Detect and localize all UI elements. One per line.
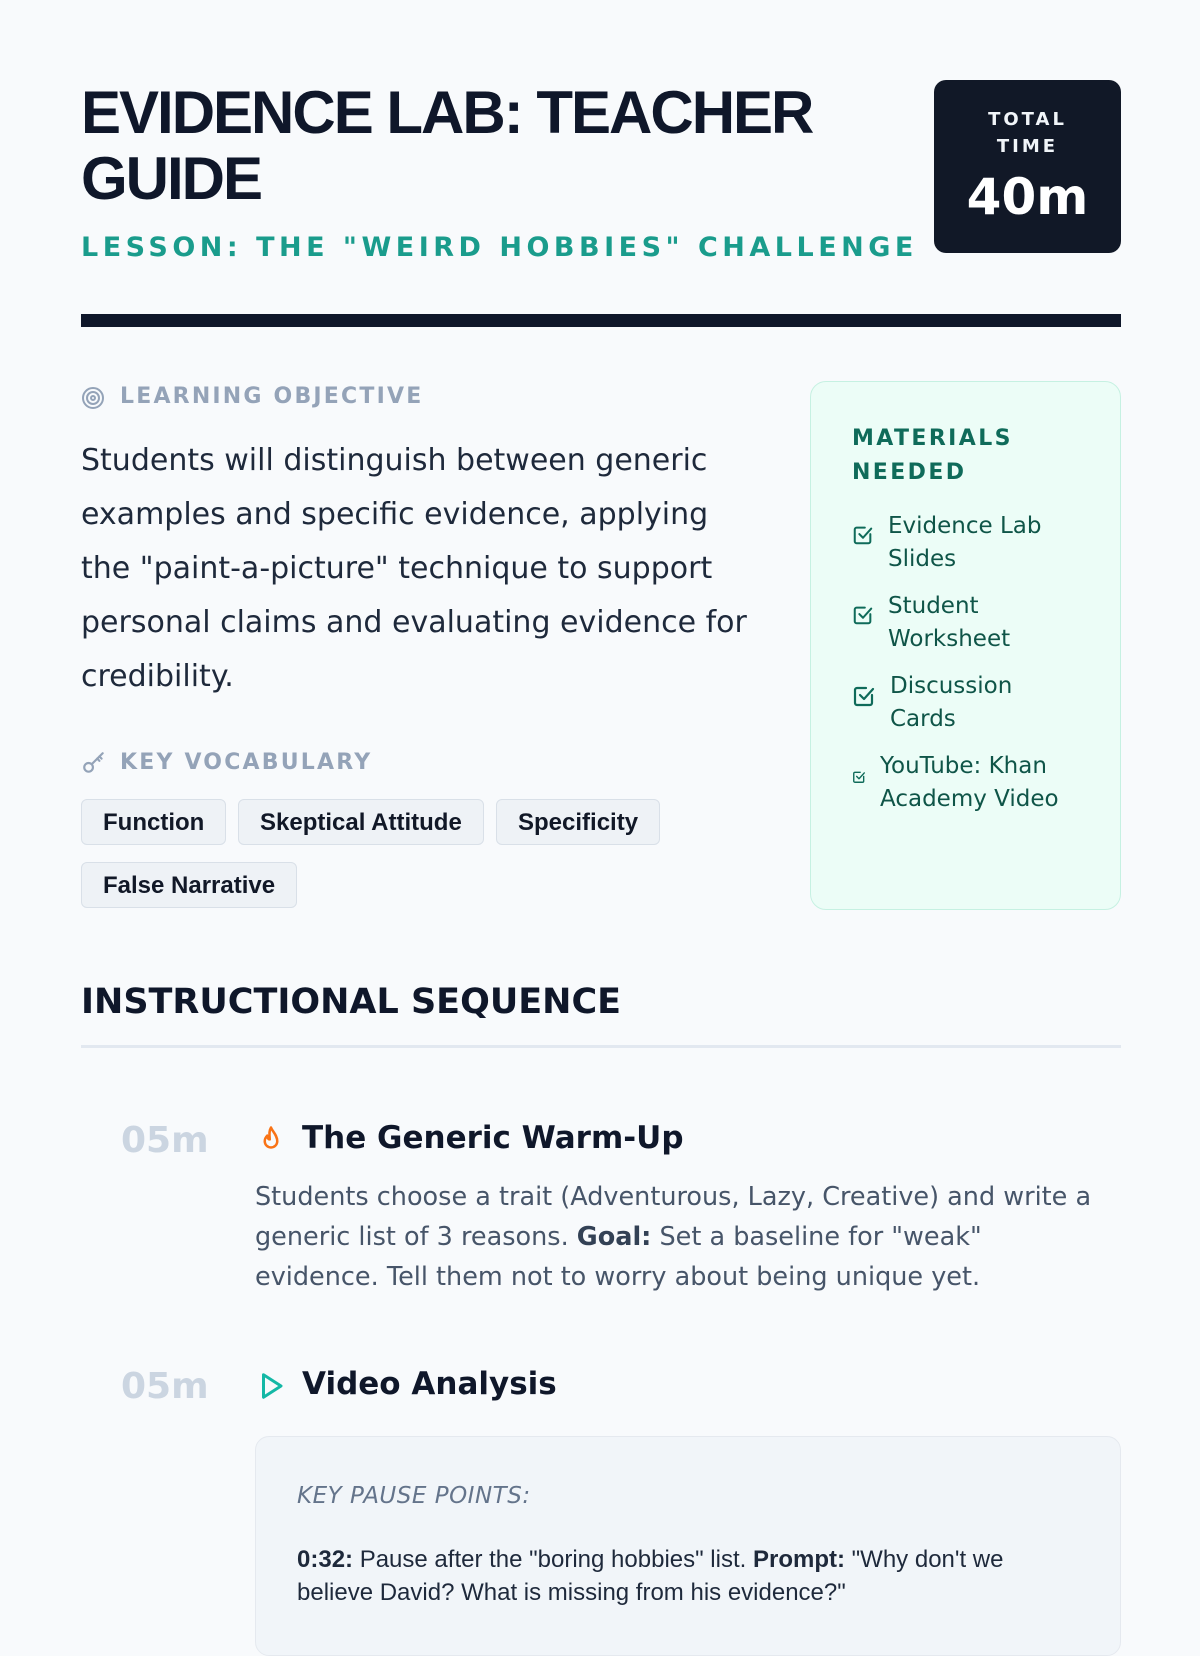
vocab-chip: Specificity — [496, 799, 660, 845]
step-description — [255, 1177, 1105, 1297]
pause-points-box — [255, 1436, 1121, 1656]
vocabulary-label: KEY VOCABULARY — [120, 750, 373, 775]
material-label: Discussion Cards — [890, 673, 1013, 732]
material-label: Student Worksheet — [888, 593, 1011, 652]
pause-point — [297, 1543, 1077, 1609]
key-icon — [81, 750, 107, 781]
step-title: The Generic Warm-Up — [302, 1120, 684, 1156]
objective-label: LEARNING OBJECTIVE — [120, 384, 424, 409]
sequence-title: INSTRUCTIONAL SEQUENCE — [81, 982, 622, 1022]
objective-text: Students will distinguish between generic examples and specific evidence, applying the "paint-a-picture" technique to support personal claims and evaluating evidence for credibility. — [81, 443, 747, 694]
materials-panel — [810, 381, 1121, 910]
material-label: YouTube: Khan Academy Video — [880, 753, 1059, 812]
total-time-label — [934, 106, 1121, 160]
vocab-chip: Skeptical Attitude — [238, 799, 484, 845]
pause-points-label: KEY PAUSE POINTS: — [297, 1483, 531, 1509]
flame-icon — [256, 1123, 286, 1162]
header — [81, 80, 1121, 280]
checkbox-icon — [852, 770, 866, 789]
step-description-text: Students choose a trait (Adventurous, Lazy, Creative) and write a generic list of 3 reasons. — [255, 1182, 1092, 1252]
vocab-chip: False Narrative — [81, 862, 297, 908]
step-description-goal: Set a baseline for "weak" evidence. Tell them not to worry about being unique yet. — [255, 1222, 982, 1292]
header-divider — [81, 314, 1121, 327]
total-time-badge — [934, 80, 1121, 253]
step-duration: 05m — [121, 1366, 209, 1407]
target-icon — [81, 386, 105, 415]
lesson-subtitle: LESSON: THE "WEIRD HOBBIES" CHALLENGE — [81, 232, 918, 263]
prompt-text: "Why don't we believe David? What is missing from his evidence?" — [297, 1546, 1004, 1606]
goal-label: Goal: — [576, 1222, 652, 1252]
checkbox-icon — [852, 524, 874, 551]
page-title: EVIDENCE LAB: TEACHER GUIDE — [81, 79, 813, 212]
step-title: Video Analysis — [302, 1366, 557, 1402]
checkbox-icon — [852, 604, 874, 631]
pause-text: Pause after the "boring hobbies" list. — [359, 1546, 747, 1573]
vocab-chip: Function — [81, 799, 226, 845]
step-duration: 05m — [121, 1120, 209, 1161]
total-time-value: 40m — [966, 168, 1089, 226]
checkbox-icon — [852, 684, 876, 713]
play-icon — [256, 1371, 286, 1406]
materials-title: MATERIALS NEEDED — [852, 426, 1013, 485]
material-label: Evidence Lab Slides — [888, 513, 1042, 572]
prompt-label: Prompt: — [752, 1546, 845, 1573]
pause-timestamp: 0:32: — [297, 1546, 354, 1573]
sequence-divider — [81, 1045, 1121, 1048]
total-time-label-text: TOTAL TIME — [988, 109, 1067, 157]
